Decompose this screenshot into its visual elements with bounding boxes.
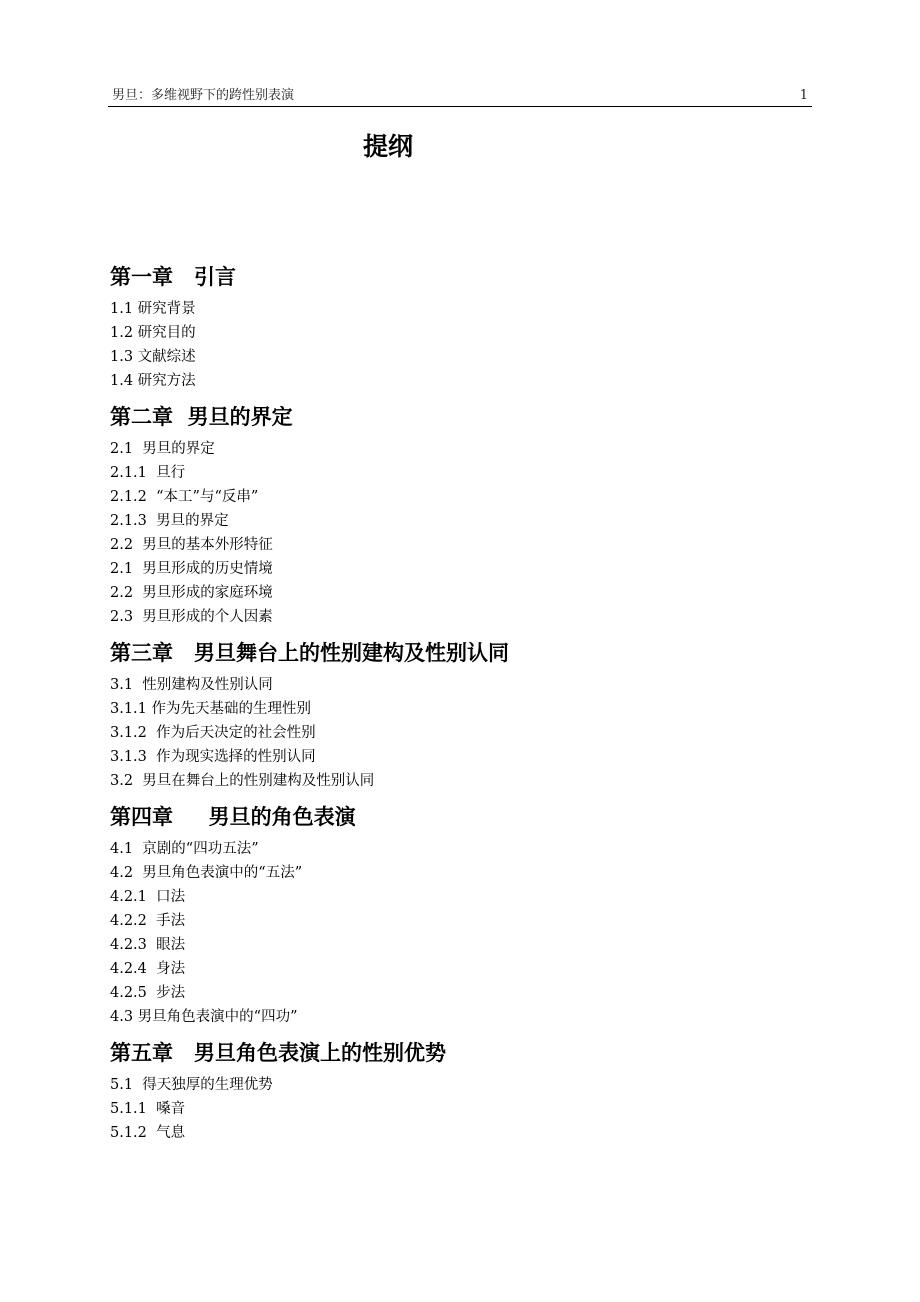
chapter-1-title: 第一章 引言 <box>110 265 236 289</box>
outline-item: 5.1.2 气息 <box>110 1125 186 1141</box>
chapter-3-title: 第三章 男旦舞台上的性别建构及性别认同 <box>110 641 509 665</box>
outline-item: 2.1.1 旦行 <box>110 465 186 481</box>
outline-item: 2.2 男旦的基本外形特征 <box>110 537 273 553</box>
outline-item: 3.1.2 作为后天决定的社会性别 <box>110 725 316 741</box>
outline-item: 1.2 研究目的 <box>110 325 196 341</box>
outline-item: 3.1.3 作为现实选择的性别认同 <box>110 749 316 765</box>
outline-item: 3.1 性别建构及性别认同 <box>110 677 273 693</box>
outline-item: 3.1.1 作为先天基础的生理性别 <box>110 701 312 717</box>
page-number: 1 <box>799 88 808 103</box>
outline-item: 2.3 男旦形成的个人因素 <box>110 609 273 625</box>
page-header <box>108 86 812 107</box>
outline-item: 2.2 男旦形成的家庭环境 <box>110 585 273 601</box>
outline-item: 4.2.4 身法 <box>110 961 186 977</box>
outline-item: 5.1 得天独厚的生理优势 <box>110 1077 273 1093</box>
outline-item: 4.2.1 口法 <box>110 889 186 905</box>
chapter-2-title: 第二章 男旦的界定 <box>110 405 293 429</box>
outline-item: 4.1 京剧的“四功五法” <box>110 841 259 857</box>
outline-item: 2.1 男旦形成的历史情境 <box>110 561 273 577</box>
outline-item: 1.1 研究背景 <box>110 301 196 317</box>
outline-item: 4.2 男旦角色表演中的“五法” <box>110 865 303 881</box>
outline-item: 1.4 研究方法 <box>110 373 196 389</box>
document-title: 提纲 <box>362 132 413 161</box>
outline <box>110 262 810 1145</box>
outline-item: 4.2.5 步法 <box>110 985 186 1001</box>
outline-item: 4.3 男旦角色表演中的“四功” <box>110 1009 298 1025</box>
chapter-4-title: 第四章 男旦的角色表演 <box>110 805 356 829</box>
outline-item: 2.1.3 男旦的界定 <box>110 513 229 529</box>
outline-item: 3.2 男旦在舞台上的性别建构及性别认同 <box>110 773 375 789</box>
outline-item: 2.1 男旦的界定 <box>110 441 215 457</box>
outline-item: 2.1.2 “本工”与“反串” <box>110 489 259 505</box>
outline-item: 5.1.1 嗓音 <box>110 1101 186 1117</box>
header-title: 男旦：多维视野下的跨性别表演 <box>112 88 295 103</box>
chapter-5-title: 第五章 男旦角色表演上的性别优势 <box>110 1041 446 1065</box>
outline-item: 1.3 文献综述 <box>110 349 196 365</box>
outline-item: 4.2.2 手法 <box>110 913 186 929</box>
outline-item: 4.2.3 眼法 <box>110 937 186 953</box>
